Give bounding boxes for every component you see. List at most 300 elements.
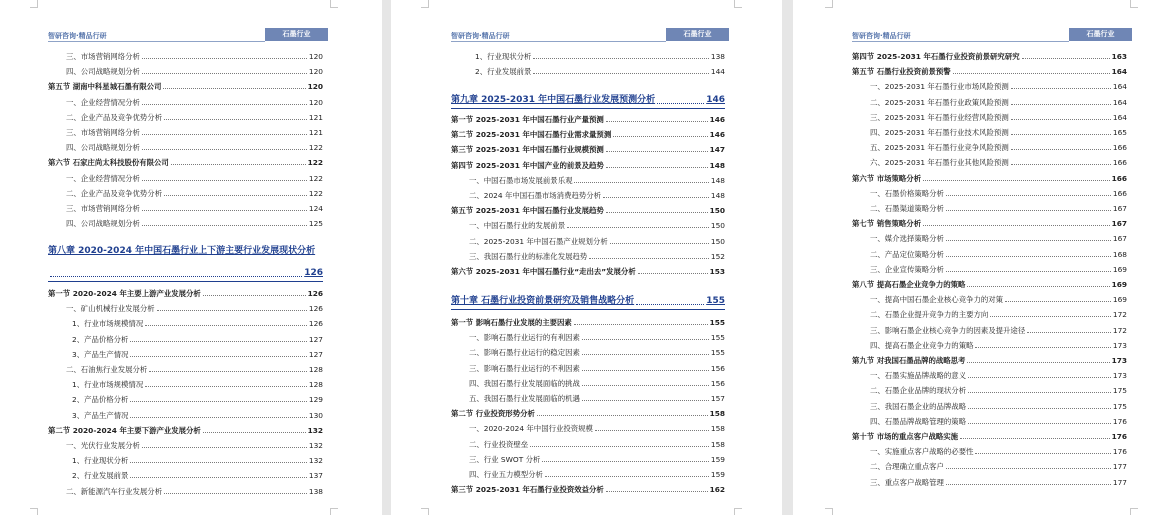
toc-leader-dots	[946, 195, 1111, 196]
toc-page-number: 127	[308, 334, 323, 344]
toc-entry[interactable]	[451, 206, 725, 215]
toc-entry[interactable]	[852, 356, 1127, 365]
toc-entry-title: 一、提高中国石墨企业核心竞争力的对策	[870, 295, 1004, 305]
toc-page-number: 164	[1112, 97, 1127, 107]
toc-entry[interactable]	[469, 424, 725, 433]
toc-entry[interactable]	[66, 219, 323, 228]
toc-leader-dots	[567, 227, 709, 228]
toc-page-number: 146	[709, 115, 725, 124]
toc-leader-dots	[1011, 134, 1111, 135]
toc-entry[interactable]	[870, 82, 1127, 91]
toc-page-number: 147	[709, 145, 725, 155]
toc-leader-dots	[530, 446, 709, 447]
toc-entry[interactable]	[48, 426, 323, 435]
toc-entry-title: 四、提高石墨企业竞争力的策略	[870, 340, 974, 350]
toc-page-number: 168	[1112, 249, 1127, 259]
toc-leader-dots	[142, 58, 307, 59]
toc-leader-dots	[606, 167, 708, 168]
toc-entry[interactable]	[870, 234, 1127, 243]
toc-leader-dots	[990, 316, 1111, 317]
toc-entry[interactable]	[451, 130, 725, 139]
toc-entry[interactable]	[870, 189, 1127, 198]
toc-page-number: 156	[710, 363, 725, 373]
toc-page-number: 159	[710, 454, 725, 464]
toc-entry-title: 二、行业投资壁垒	[469, 439, 529, 449]
toc-entry-title: 一、石墨价格策略分析	[870, 188, 944, 198]
toc-entry[interactable]	[469, 333, 725, 342]
toc-leader-dots	[953, 73, 1110, 74]
chapter-underline	[451, 309, 725, 310]
toc-entry[interactable]	[72, 335, 323, 344]
toc-leader-dots	[923, 225, 1109, 226]
toc-page-number: 164	[1112, 82, 1127, 92]
toc-entry[interactable]	[469, 394, 725, 403]
toc-entry-title: 第一节 影响石墨行业发展的主要因素	[451, 318, 572, 327]
toc-entry-title: 第一节 2025-2031 年中国石墨行业产量预测	[451, 115, 604, 124]
toc-page-number: 176	[1111, 432, 1127, 441]
toc-page-number: 144	[710, 67, 725, 77]
header-brand: 智研咨询·精品行研	[48, 32, 107, 40]
toc-entry-title: 二、2025-2031 年中国石墨产业规划分析	[469, 236, 608, 246]
toc-entry[interactable]	[469, 440, 725, 449]
toc-entry[interactable]	[451, 267, 725, 276]
toc-leader-dots	[967, 286, 1109, 287]
toc-leader-dots	[923, 180, 1109, 181]
toc-entry-title: 一、媒介选择策略分析	[870, 234, 944, 244]
toc-page-number: 122	[308, 143, 323, 153]
toc-entry-title: 一、光伏行业发展分析	[66, 441, 140, 450]
toc-leader-dots	[968, 423, 1111, 424]
toc-entry[interactable]	[870, 326, 1127, 335]
toc-entry[interactable]	[469, 176, 725, 185]
toc-page-number: 138	[308, 486, 323, 496]
toc-leader-dots	[946, 484, 1111, 485]
toc-entry-title: 第七节 销售策略分析	[852, 219, 922, 229]
toc-page-number: 167	[1112, 204, 1127, 213]
toc-leader-dots	[946, 256, 1111, 257]
toc-page-number: 120	[307, 82, 323, 92]
toc-leader-dots	[537, 415, 708, 416]
toc-page-number: 166	[1112, 143, 1127, 153]
toc-page-number: 158	[710, 439, 725, 449]
toc-leader-dots	[595, 430, 709, 431]
toc-entry-title: 一、中国石墨市场发展前景乐观	[469, 175, 573, 185]
toc-entry-title: 三、影响石墨企业核心竞争力的因素及提升途径	[870, 325, 1026, 335]
toc-entry-title: 二、合理确立重点客户	[870, 462, 944, 472]
toc-page-number: 156	[710, 378, 725, 388]
toc-leader-dots	[203, 295, 306, 296]
toc-entry[interactable]	[870, 462, 1127, 471]
toc-entry-title: 二、企业产品及竞争优势分析	[66, 112, 163, 122]
toc-entry[interactable]	[48, 158, 323, 167]
toc-entry-title: 一、2020-2024 年中国行业投资规模	[469, 424, 593, 434]
toc-page-number: 166	[1112, 158, 1127, 168]
toc-entry[interactable]	[870, 310, 1127, 319]
toc-entry[interactable]	[66, 128, 323, 137]
toc-leader-dots	[163, 88, 305, 89]
toc-page-number: 137	[308, 471, 323, 481]
header-tab: 石墨行业	[666, 28, 729, 41]
toc-entry[interactable]	[870, 98, 1127, 107]
toc-entry[interactable]	[469, 348, 725, 357]
toc-leader-dots	[589, 258, 709, 259]
toc-entry[interactable]	[870, 386, 1127, 395]
toc-entry-title: 第五节 2025-2031 年中国石墨行业发展趋势	[451, 206, 604, 216]
toc-entry[interactable]	[852, 432, 1127, 441]
toc-entry-title: 三、我国石墨企业的品牌战略	[870, 401, 967, 411]
toc-page-number: 132	[308, 441, 323, 450]
toc-entry[interactable]	[870, 417, 1127, 426]
toc-page-number: 128	[308, 365, 323, 374]
toc-leader-dots	[946, 240, 1111, 241]
toc-entry[interactable]	[451, 161, 725, 170]
toc-leader-dots	[542, 461, 709, 462]
toc-entry-title: 2、行业发展前景	[475, 67, 532, 77]
toc-leader-dots	[960, 438, 1110, 439]
toc-entry[interactable]	[870, 447, 1127, 456]
toc-entry[interactable]	[66, 189, 323, 198]
page-corner-mark	[734, 0, 742, 8]
toc-entry[interactable]	[451, 115, 725, 124]
toc-chapter-entry[interactable]	[451, 296, 725, 307]
toc-entry[interactable]	[66, 441, 323, 450]
toc-leader-dots	[1005, 301, 1111, 302]
toc-entry[interactable]	[66, 174, 323, 183]
toc-page-number: 121	[308, 112, 323, 122]
toc-entry-title: 四、我国石墨行业发展面临的挑战	[469, 378, 580, 388]
toc-leader-dots	[582, 370, 709, 371]
toc-entry-title: 第六节 石家庄尚太科技股份有限公司	[48, 158, 169, 168]
toc-entry-title: 第九节 对我国石墨品牌的战略思考	[852, 356, 966, 365]
header-tab: 石墨行业	[265, 28, 328, 41]
toc-entry-title: 四、行业五力模型分析	[469, 470, 543, 479]
toc-entry-title: 第三节 2025-2031 年石墨行业投资效益分析	[451, 485, 604, 495]
toc-entry-title: 1、行业市场规模情况	[72, 380, 144, 390]
toc-entry[interactable]	[469, 364, 725, 373]
toc-entry[interactable]	[72, 319, 323, 328]
toc-leader-dots	[142, 225, 307, 226]
toc-entry[interactable]	[469, 191, 725, 200]
toc-entry[interactable]	[870, 478, 1127, 487]
toc-entry-title: 一、2025-2031 年石墨行业市场风险预测	[870, 82, 1009, 92]
toc-leader-dots	[142, 134, 307, 135]
toc-leader-dots	[164, 195, 307, 196]
toc-leader-dots	[157, 310, 307, 311]
toc-leader-dots	[1011, 104, 1111, 105]
toc-entry-title: 二、新能源汽车行业发展分析	[66, 486, 163, 496]
toc-page-number: 138	[710, 52, 725, 61]
toc-leader-dots	[946, 271, 1111, 272]
toc-entry-title: 四、公司战略规划分析	[66, 67, 140, 77]
toc-page-number: 146	[709, 130, 725, 140]
toc-entry[interactable]	[72, 456, 323, 465]
toc-entry[interactable]	[852, 174, 1127, 183]
toc-entry[interactable]	[469, 455, 725, 464]
toc-entry-title: 三、重点客户战略管理	[870, 477, 944, 487]
toc-page-number: 132	[308, 456, 323, 466]
toc-leader-dots	[975, 453, 1110, 454]
toc-page-number: 122	[308, 173, 323, 183]
toc-entry[interactable]	[72, 350, 323, 359]
toc-entry[interactable]	[72, 471, 323, 480]
toc-leader-dots	[1011, 88, 1111, 89]
toc-leader-dots	[613, 136, 707, 137]
toc-entry-title: 第一节 2020-2024 年主要上游产业发展分析	[48, 289, 201, 298]
page-corner-mark	[330, 508, 338, 515]
toc-leader-dots	[145, 325, 307, 326]
toc-page-number: 173	[1112, 340, 1127, 350]
toc-entry-title: 第十节 市场的重点客户战略实施	[852, 432, 959, 441]
toc-leader-dots	[582, 385, 709, 386]
toc-entry[interactable]	[66, 487, 323, 496]
page-corner-mark	[421, 0, 429, 8]
toc-leader-dots	[967, 362, 1109, 363]
toc-page-number: 176	[1112, 447, 1127, 457]
toc-entry[interactable]	[852, 67, 1127, 76]
toc-entry-title: 三、市场营销网络分析	[66, 204, 140, 213]
toc-entry[interactable]	[48, 289, 323, 298]
toc-entry-title: 第二节 行业投资形势分析	[451, 409, 535, 419]
toc-entry[interactable]	[475, 52, 725, 61]
toc-page-number: 122	[308, 188, 323, 198]
toc-entry[interactable]	[852, 52, 1127, 61]
page-corner-mark	[330, 0, 338, 8]
toc-entry-title: 2、行业发展前景	[72, 471, 129, 481]
toc-leader-dots	[142, 447, 307, 448]
document-page-2	[391, 0, 782, 515]
toc-leader-dots	[545, 476, 709, 477]
toc-leader-dots	[975, 347, 1110, 348]
toc-entry[interactable]	[870, 295, 1127, 304]
document-page-1	[0, 0, 382, 515]
toc-page-number: 169	[1111, 280, 1127, 289]
toc-page-number: 146	[706, 95, 725, 105]
toc-page-number: 155	[710, 333, 725, 343]
toc-page-number: 165	[1112, 128, 1127, 137]
toc-entry-title: 三、市场营销网络分析	[66, 52, 140, 61]
toc-page-number: 177	[1112, 477, 1127, 487]
toc-entry-title: 第九章 2025-2031 年中国石墨行业发展预测分析	[451, 95, 656, 105]
toc-leader-dots	[130, 477, 306, 478]
toc-entry-title: 四、石墨品牌战略管理的策略	[870, 416, 967, 426]
toc-entry[interactable]	[66, 365, 323, 374]
toc-leader-dots	[946, 210, 1111, 211]
toc-page-number: 121	[308, 128, 323, 137]
toc-page-number: 152	[710, 251, 725, 261]
toc-leader-dots	[130, 462, 306, 463]
toc-entry-title: 第八节 提高石墨企业竞争力的策略	[852, 280, 966, 289]
toc-entry-title: 一、企业经营情况分析	[66, 173, 140, 183]
toc-entry-title: 1、行业现状分析	[72, 456, 129, 466]
toc-entry[interactable]	[48, 82, 323, 91]
toc-leader-dots	[145, 386, 307, 387]
toc-entry[interactable]	[469, 470, 725, 479]
toc-entry-title: 第五节 湖南中科星城石墨有限公司	[48, 82, 162, 92]
toc-entry-title: 3、产品生产情况	[72, 349, 129, 359]
toc-entry[interactable]	[852, 219, 1127, 228]
toc-entry[interactable]	[66, 304, 323, 313]
toc-leader-dots	[606, 491, 708, 492]
toc-entry[interactable]	[870, 143, 1127, 152]
toc-page-number: 177	[1112, 462, 1127, 472]
toc-leader-dots	[164, 119, 307, 120]
toc-leader-dots	[533, 73, 708, 74]
toc-page-number: 129	[308, 395, 323, 405]
toc-entry[interactable]	[72, 395, 323, 404]
toc-entry-title: 一、中国石墨行业的发展前景	[469, 221, 566, 231]
toc-page-number: 126	[308, 304, 323, 314]
toc-entry[interactable]	[870, 113, 1127, 122]
toc-page-number: 120	[308, 67, 323, 77]
toc-leader-dots	[1011, 149, 1111, 150]
toc-leader-dots	[142, 104, 307, 105]
toc-entry[interactable]	[870, 265, 1127, 274]
toc-entry-title: 五、2025-2031 年石墨行业竞争风险预测	[870, 143, 1009, 153]
toc-entry[interactable]	[469, 379, 725, 388]
toc-entry-title: 第三节 2025-2031 年中国石墨行业规模预测	[451, 145, 604, 155]
toc-entry[interactable]	[66, 98, 323, 107]
toc-leader-dots	[1022, 58, 1110, 59]
toc-entry[interactable]	[469, 252, 725, 261]
toc-entry[interactable]	[66, 52, 323, 61]
toc-entry[interactable]	[72, 380, 323, 389]
toc-page-number: 150	[710, 221, 725, 231]
toc-leader-dots	[171, 164, 306, 165]
toc-leader-dots	[582, 339, 709, 340]
toc-leader-dots	[1011, 164, 1111, 165]
page-corner-mark	[30, 0, 38, 8]
toc-page-number: 164	[1111, 67, 1127, 77]
toc-leader-dots	[533, 58, 708, 59]
toc-entry[interactable]	[852, 280, 1127, 289]
page-corner-mark	[30, 508, 38, 515]
toc-entry-title: 第十章 石墨行业投资前景研究及销售战略分析	[451, 296, 635, 306]
toc-leader-dots	[946, 468, 1111, 469]
toc-entry-title: 一、影响石墨行业运行的有利因素	[469, 333, 580, 343]
toc-entry-title: 3、产品生产情况	[72, 410, 129, 420]
document-page-3	[793, 0, 1176, 515]
toc-entry[interactable]	[66, 67, 323, 76]
toc-page-number: 158	[710, 424, 725, 434]
page-corner-mark	[734, 508, 742, 515]
toc-entry-title: 二、企业产品及竞争优势分析	[66, 188, 163, 198]
toc-entry-title: 一、实施重点客户战略的必要性	[870, 447, 974, 457]
toc-leader-dots	[1027, 332, 1111, 333]
toc-page-number: 150	[710, 236, 725, 246]
toc-leader-dots	[164, 493, 307, 494]
chapter-underline	[48, 281, 323, 282]
toc-entry-title: 一、企业经营情况分析	[66, 97, 140, 107]
toc-page-number: 176	[1112, 416, 1127, 426]
toc-page-number: 172	[1112, 310, 1127, 320]
toc-entry[interactable]	[72, 411, 323, 420]
page-corner-mark	[1130, 508, 1138, 515]
toc-entry-title: 二、石墨渠道策略分析	[870, 204, 944, 213]
toc-leader-dots	[968, 392, 1111, 393]
toc-chapter-entry[interactable]	[451, 95, 725, 106]
toc-entry-title: 第八章 2020-2024 年中国石墨行业上下游主要行业发展现状分析	[48, 246, 316, 256]
toc-chapter-entry[interactable]	[48, 268, 323, 279]
toc-entry[interactable]	[451, 145, 725, 154]
toc-page-number: 150	[709, 206, 725, 216]
toc-page-number: 164	[1112, 112, 1127, 122]
toc-page-number: 173	[1111, 356, 1127, 365]
toc-entry[interactable]	[451, 318, 725, 327]
toc-page-number: 159	[710, 470, 725, 479]
toc-entry[interactable]	[66, 113, 323, 122]
toc-entry-title: 二、2024 年中国石墨市场消费趋势分析	[469, 191, 602, 200]
toc-entry-title: 三、2025-2031 年石墨行业经营风险预测	[870, 112, 1009, 122]
toc-page-number: 127	[308, 349, 323, 359]
toc-leader-dots	[50, 276, 302, 277]
toc-entry-title: 第二节 2025-2031 年中国石墨行业需求量预测	[451, 130, 612, 140]
toc-entry[interactable]	[469, 237, 725, 246]
toc-entry[interactable]	[870, 371, 1127, 380]
header-brand: 智研咨询·精品行研	[451, 32, 510, 40]
toc-leader-dots	[582, 354, 709, 355]
toc-entry-title: 五、我国石墨行业发展面临的机遇	[469, 394, 580, 403]
page-corner-mark	[1130, 0, 1138, 8]
toc-entry[interactable]	[870, 128, 1127, 137]
toc-entry[interactable]	[870, 204, 1127, 213]
toc-entry-title: 二、影响石墨行业运行的稳定因素	[469, 348, 580, 358]
toc-leader-dots	[130, 356, 306, 357]
toc-leader-dots	[142, 73, 307, 74]
toc-page-number: 130	[308, 410, 323, 420]
toc-entry[interactable]	[451, 409, 725, 418]
toc-entry-title: 第六节 2025-2031 年中国石墨行业“走出去”发展分析	[451, 267, 636, 276]
toc-leader-dots	[610, 243, 709, 244]
page-corner-mark	[825, 0, 833, 8]
header-rule	[48, 41, 265, 42]
toc-leader-dots	[130, 341, 306, 342]
toc-chapter-entry[interactable]	[48, 246, 323, 257]
toc-entry[interactable]	[66, 143, 323, 152]
page-corner-mark	[421, 508, 429, 515]
toc-page-number: 166	[1111, 173, 1127, 183]
toc-entry-title: 第六节 市场策略分析	[852, 173, 922, 183]
toc-page-number: 148	[709, 160, 725, 170]
toc-entry[interactable]	[870, 158, 1127, 167]
toc-page-number: 167	[1111, 219, 1127, 229]
toc-entry-title: 二、产品定位策略分析	[870, 249, 944, 259]
toc-leader-dots	[130, 401, 306, 402]
chapter-underline	[451, 108, 725, 109]
header-brand: 智研咨询·精品行研	[852, 32, 911, 40]
toc-entry[interactable]	[870, 341, 1127, 350]
toc-entry[interactable]	[870, 402, 1127, 411]
toc-entry[interactable]	[475, 67, 725, 76]
toc-page-number: 157	[710, 394, 725, 403]
toc-page-number: 175	[1112, 401, 1127, 411]
header-rule	[451, 41, 666, 42]
toc-page-number: 155	[706, 296, 725, 306]
toc-entry-title: 第二节 2020-2024 年主要下游产业发展分析	[48, 425, 201, 435]
toc-entry-title: 三、市场营销网络分析	[66, 128, 140, 137]
toc-entry-title: 二、石墨企业提升竞争力的主要方向	[870, 310, 989, 320]
toc-entry-title: 二、石墨企业品牌的现状分析	[870, 386, 967, 396]
toc-page-number: 169	[1112, 295, 1127, 305]
toc-entry[interactable]	[469, 221, 725, 230]
toc-leader-dots	[142, 180, 307, 181]
toc-entry[interactable]	[451, 485, 725, 494]
toc-entry[interactable]	[870, 250, 1127, 259]
toc-entry-title: 1、行业现状分析	[475, 52, 532, 61]
toc-entry-title: 2、产品价格分析	[72, 395, 129, 405]
toc-entry-title: 四、2025-2031 年石墨行业技术风险预测	[870, 128, 1009, 137]
toc-entry[interactable]	[66, 204, 323, 213]
toc-entry-title: 二、石油焦行业发展分析	[66, 365, 148, 374]
